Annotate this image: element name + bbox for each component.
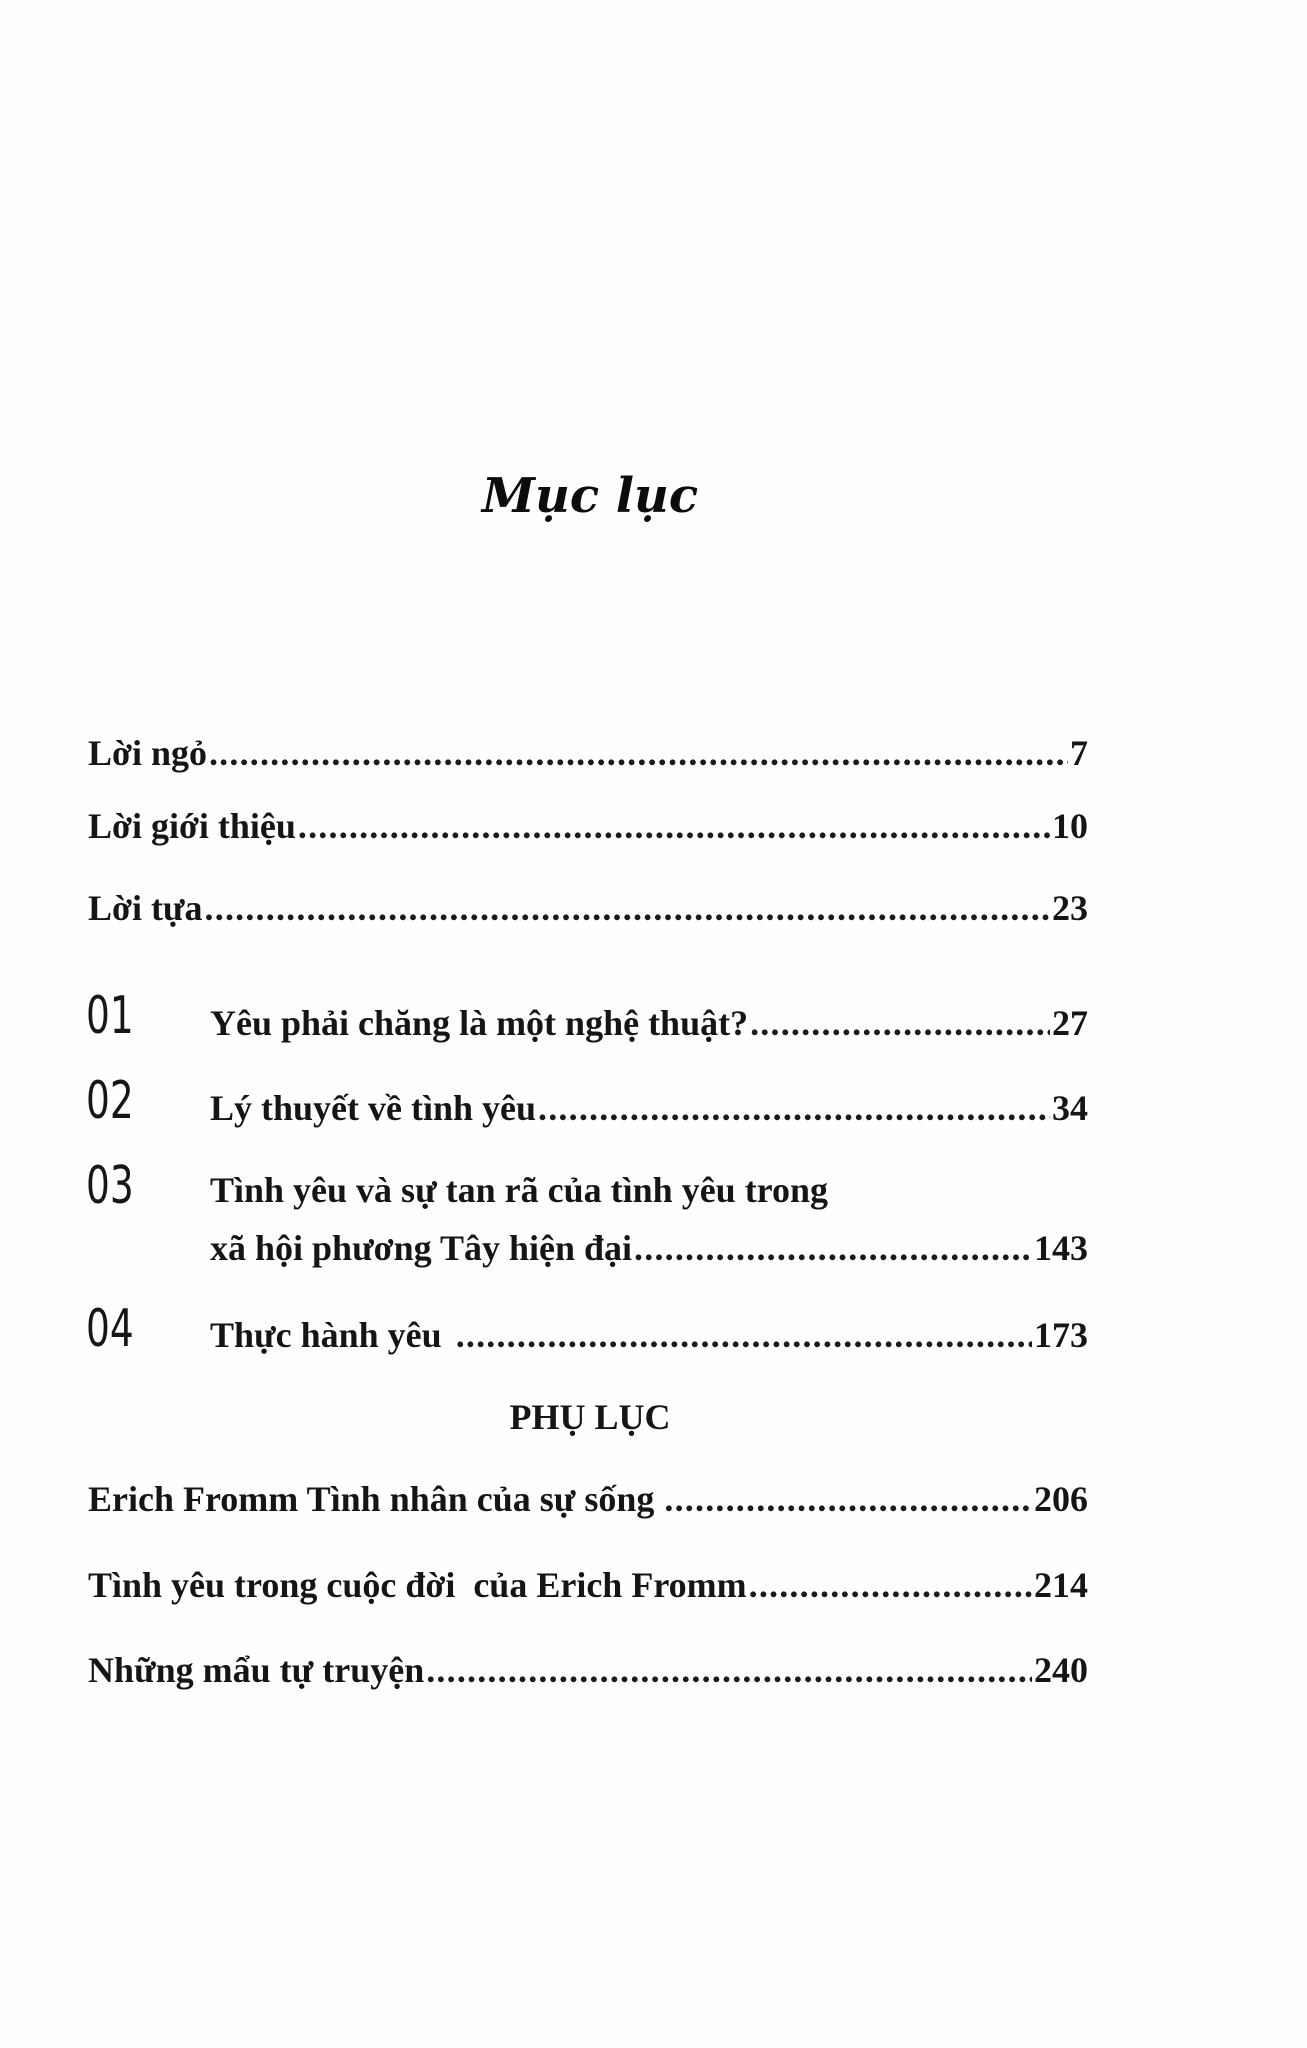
toc-entry-chapter-01[interactable]	[210, 1005, 1088, 1041]
entry-label: Những mẩu tự truyện	[88, 1650, 425, 1690]
entry-page-number: 23	[1052, 888, 1088, 928]
dot-leader	[298, 808, 1050, 844]
entry-page-number: 34	[1052, 1088, 1088, 1128]
entry-page-number: 7	[1070, 733, 1088, 773]
entry-label: Lời tựa	[88, 888, 203, 928]
dot-leader	[664, 1481, 1032, 1517]
toc-entry-chapter-04[interactable]	[210, 1317, 1088, 1353]
entry-label: Lời giới thiệu	[88, 806, 296, 846]
toc-entry-appendix-3[interactable]	[88, 1652, 1088, 1688]
entry-page-number: 10	[1052, 806, 1088, 846]
dot-leader	[538, 1090, 1050, 1126]
dot-leader	[749, 1567, 1032, 1603]
toc-entry-appendix-2[interactable]	[88, 1567, 1088, 1603]
chapter-number: 02	[86, 1071, 134, 1131]
chapter-number: 04	[86, 1299, 134, 1359]
toc-entry-loi-ngo[interactable]	[88, 735, 1088, 771]
entry-label: Yêu phải chăng là một nghệ thuật?	[210, 1003, 749, 1043]
entry-page-number: 27	[1052, 1003, 1088, 1043]
entry-label: Lý thuyết về tình yêu	[210, 1088, 537, 1128]
entry-label: xã hội phương Tây hiện đại	[210, 1228, 633, 1268]
entry-label: Tình yêu trong cuộc đời của Erich Fromm	[88, 1565, 747, 1605]
entry-page-number: 143	[1034, 1228, 1088, 1268]
entry-label: Thực hành yêu	[210, 1315, 442, 1355]
dot-leader	[750, 1005, 1050, 1041]
toc-entry-appendix-1[interactable]	[88, 1481, 1088, 1517]
entry-page-number: 240	[1034, 1650, 1088, 1690]
entry-page-number: 214	[1034, 1565, 1088, 1605]
dot-leader	[209, 735, 1068, 771]
appendix-heading: PHỤ LỤC	[509, 1397, 671, 1437]
entry-page-number: 206	[1034, 1479, 1088, 1519]
dot-leader	[205, 890, 1050, 926]
dot-leader	[426, 1652, 1032, 1688]
toc-entry-chapter-03[interactable]	[210, 1230, 1088, 1266]
dot-leader	[456, 1317, 1032, 1353]
chapter-title-line[interactable]: Tình yêu và sự tan rã của tình yêu trong	[210, 1170, 829, 1210]
toc-title: Mục lục	[481, 468, 699, 524]
chapter-number: 03	[86, 1156, 134, 1216]
toc-entry-loi-gioi-thieu[interactable]	[88, 808, 1088, 844]
dot-leader	[634, 1230, 1032, 1266]
entry-label: Erich Fromm Tình nhân của sự sống	[88, 1479, 655, 1519]
chapter-number: 01	[86, 986, 134, 1046]
toc-entry-chapter-02[interactable]	[210, 1090, 1088, 1126]
entry-label: Lời ngỏ	[88, 733, 207, 773]
toc-entry-loi-tua[interactable]	[88, 890, 1088, 926]
entry-page-number: 173	[1034, 1315, 1088, 1355]
